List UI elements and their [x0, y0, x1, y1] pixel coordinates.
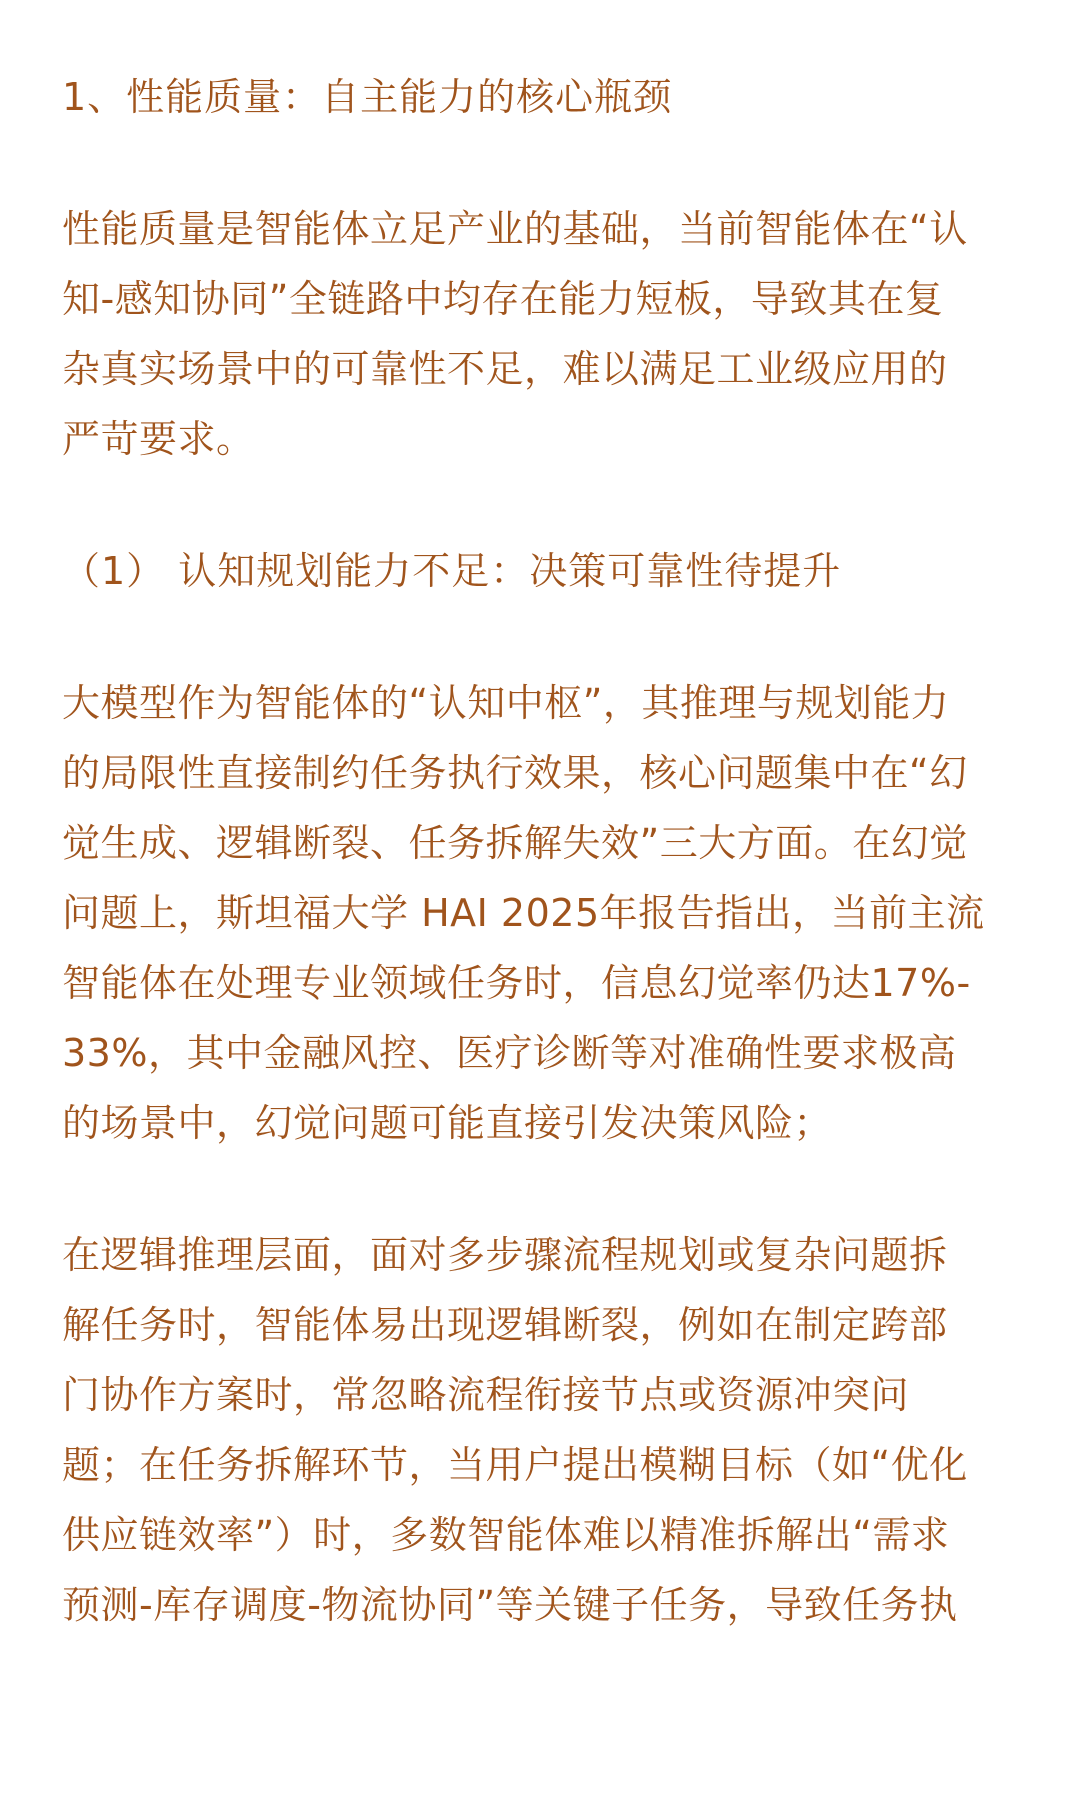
paragraph-line: 在逻辑推理层面，面对多步骤流程规划或复杂问题拆	[62, 1233, 948, 1277]
paragraph-line: 33%，其中金融风控、医疗诊断等对准确性要求极高	[62, 1031, 957, 1075]
paragraph-line: 题；在任务拆解环节，当用户提出模糊目标（如“优化	[62, 1443, 968, 1487]
paragraph-line: 的场景中，幻觉问题可能直接引发决策风险；	[62, 1101, 833, 1145]
paragraph-line: 的局限性直接制约任务执行效果，核心问题集中在“幻	[62, 751, 968, 795]
paragraph-line: 智能体在处理专业领域任务时，信息幻觉率仍达17%-	[62, 961, 971, 1005]
paragraph-line: 性能质量是智能体立足产业的基础，当前智能体在“认	[62, 207, 968, 251]
paragraph-line: 知-感知协同”全链路中均存在能力短板，导致其在复	[62, 277, 944, 321]
paragraph-line: 供应链效率”）时，多数智能体难以精准拆解出“需求	[62, 1513, 950, 1557]
reasoning-paragraph	[62, 1220, 1020, 1640]
paragraph-line: 预测-库存调度-物流协同”等关键子任务，导致任务执	[62, 1583, 958, 1627]
paragraph-line: 大模型作为智能体的“认知中枢”，其推理与规划能力	[62, 681, 950, 725]
section-heading: 1、性能质量：自主能力的核心瓶颈	[62, 75, 673, 119]
paragraph-line: 严苛要求。	[62, 417, 255, 461]
intro-paragraph	[62, 194, 1020, 474]
cognition-paragraph	[62, 668, 1020, 1158]
paragraph-line: 杂真实场景中的可靠性不足，难以满足工业级应用的	[62, 347, 948, 391]
paragraph-line: 解任务时，智能体易出现逻辑断裂，例如在制定跨部	[62, 1303, 948, 1347]
paragraph-line: 觉生成、逻辑断裂、任务拆解失效”三大方面。在幻觉	[62, 821, 968, 865]
subsection-heading: （1） 认知规划能力不足：决策可靠性待提升	[62, 549, 842, 593]
paragraph-line: 门协作方案时，常忽略流程衔接节点或资源冲突问	[62, 1373, 910, 1417]
paragraph-line: 问题上，斯坦福大学 HAI 2025年报告指出，当前主流	[62, 891, 985, 935]
